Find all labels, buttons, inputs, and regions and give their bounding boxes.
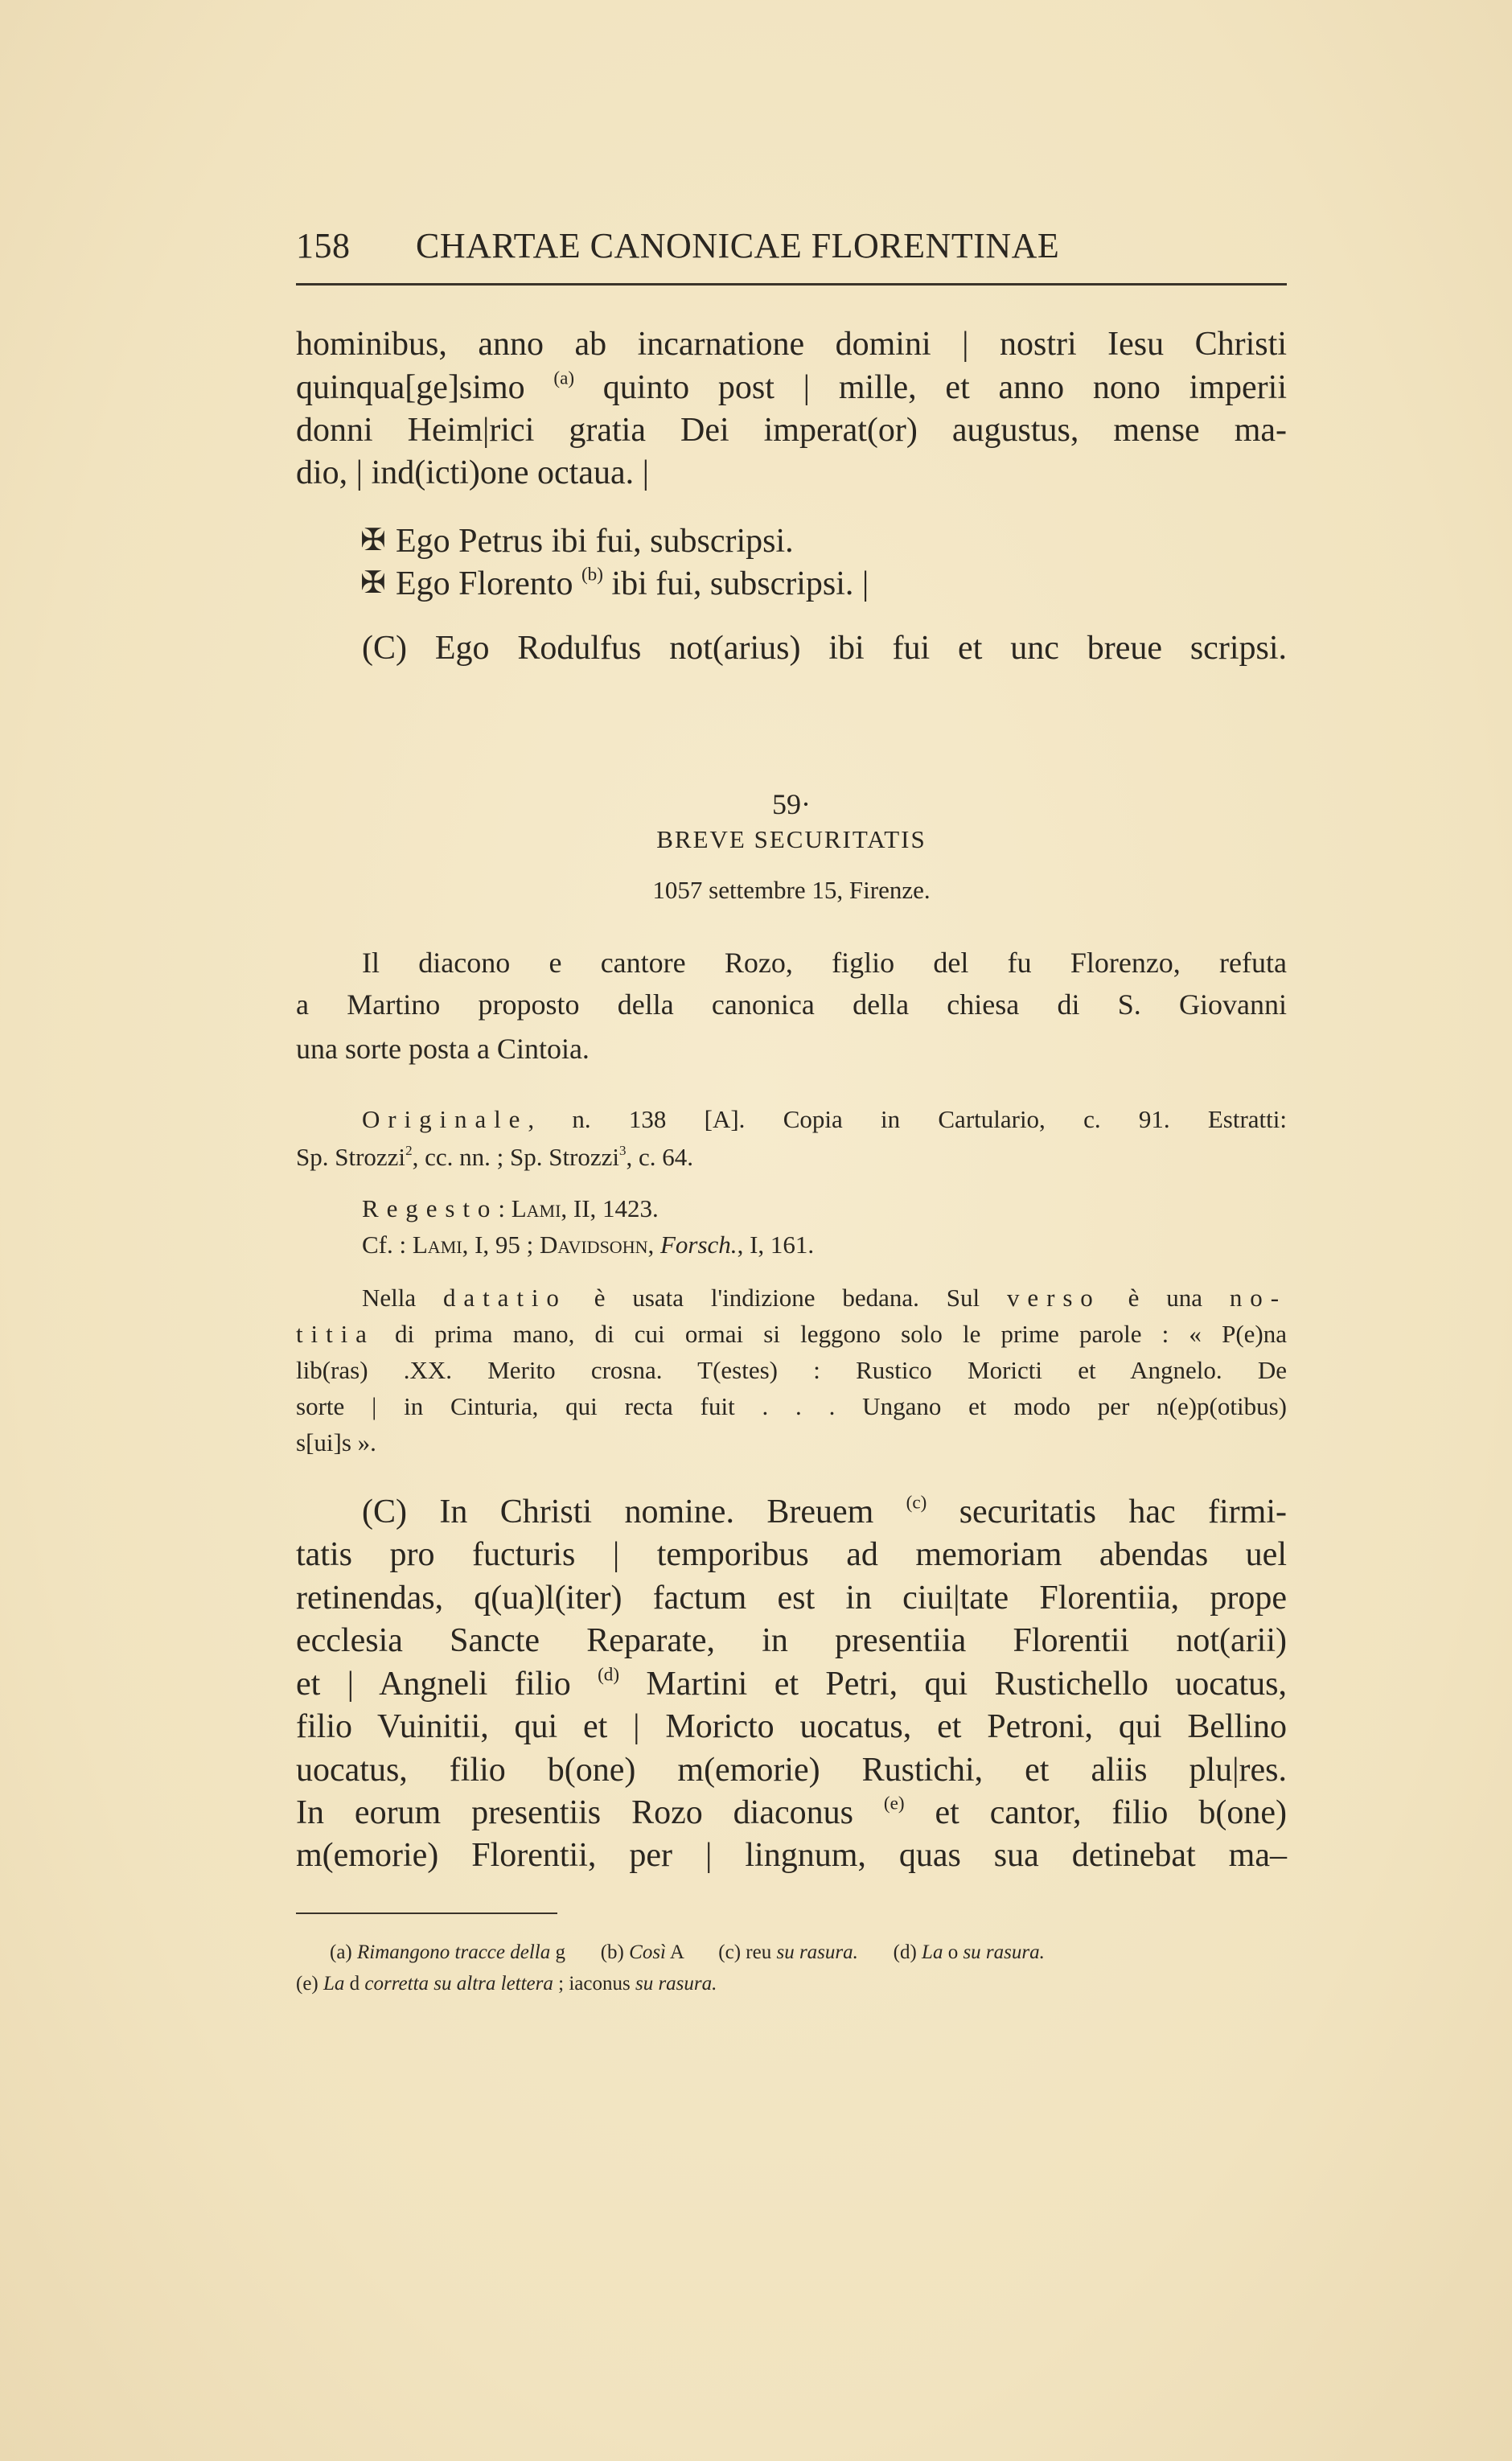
text-segment: , — [647, 1230, 660, 1259]
text-segment: Rimangono tracce della — [357, 1941, 551, 1963]
text-segment: Il diacono e cantore Rozo, figlio del fu Florenzo, refuta — [362, 947, 1287, 979]
text-segment: ; iaconus — [553, 1973, 635, 1995]
text-segment: hominibus, anno ab incarnatione domini | nostri Iesu Christi — [296, 326, 1287, 363]
text-segment: ecclesia Sancte Reparate, in presentiia Florentii not(arii) — [296, 1622, 1287, 1659]
text-segment: et cantor, filio b(one) — [904, 1794, 1287, 1831]
text-segment: (d) — [857, 1941, 922, 1963]
footnote-marker: 2 — [405, 1143, 413, 1159]
note-line — [296, 1391, 1287, 1423]
text-line — [296, 452, 1287, 494]
text-segment: uocatus, filio b(one) m(emorie) Rustichi, et aliis plu|res. — [296, 1752, 1287, 1789]
text-segment: Ego Florento — [396, 565, 581, 602]
text-segment: su rasura. — [635, 1973, 717, 1995]
text-segment: Regesto — [362, 1194, 499, 1222]
main-text-line — [296, 1706, 1287, 1748]
text-segment: di prima mano, di cui ormai si leggono solo le prime parole : « P(e)na — [374, 1320, 1287, 1348]
main-text-line — [296, 1663, 1287, 1705]
text-segment: , c. 64. — [626, 1143, 694, 1171]
note-line — [296, 1427, 1287, 1459]
subscription-line — [362, 520, 1287, 562]
text-segment: , n. 138 [A]. Copia in Cartulario, c. 91. Estratti: — [528, 1105, 1287, 1133]
text-segment: A (c) reu — [666, 1941, 777, 1963]
text-segment: s[ui]s ». — [296, 1428, 376, 1456]
text-segment: una sorte posta a Cintoia. — [296, 1033, 590, 1065]
running-header — [296, 225, 1059, 266]
text-segment: , I, 95 ; — [462, 1230, 540, 1259]
text-segment: sorte | in Cinturia, qui recta fuit . . . Ungano et modo per n(e)p(otibus) — [296, 1392, 1287, 1420]
regesto-line — [362, 1193, 1287, 1225]
text-segment: no- — [1229, 1284, 1287, 1312]
text-segment: Sp. Strozzi — [296, 1143, 406, 1171]
summary-line — [362, 945, 1287, 980]
footnote-rule — [296, 1913, 557, 1914]
text-segment: (a) — [330, 1941, 357, 1963]
note-line — [296, 1354, 1287, 1387]
sources-line — [296, 1141, 1287, 1173]
document-number: 59· — [772, 788, 811, 820]
footnote-marker: (c) — [906, 1491, 927, 1513]
text-segment: tatis pro fucturis | temporibus ad memoriam abendas uel — [296, 1536, 1287, 1573]
text-segment: è usata l'indizione bedana. Sul — [566, 1284, 1007, 1312]
main-text-line — [296, 1834, 1287, 1876]
subscription-line — [362, 627, 1287, 669]
subscription-line — [362, 563, 1287, 605]
text-segment: donni Heim|rici gratia Dei imperat(or) augustus, mense ma- — [296, 412, 1287, 449]
main-text-line — [296, 1577, 1287, 1619]
note-line — [296, 1318, 1287, 1350]
text-segment: filio Vuinitii, qui et | Moricto uocatus, et Petroni, qui Bellino — [296, 1708, 1287, 1745]
footnote-marker: 3 — [619, 1143, 627, 1159]
text-segment: ibi fui, subscripsi. | — [602, 565, 869, 602]
text-segment: Ego Petrus ibi fui, subscripsi. — [396, 523, 794, 560]
text-segment: d — [344, 1973, 365, 1995]
text-segment: La — [922, 1941, 943, 1963]
text-segment: su rasura. — [963, 1941, 1045, 1963]
text-segment: quinqua[ge]simo — [296, 369, 554, 406]
text-segment: su rasura. — [776, 1941, 858, 1963]
text-segment: (C) Ego Rodulfus not(arius) ibi fui et unc breue scripsi. — [362, 630, 1287, 667]
footnote-marker: (a) — [553, 367, 575, 388]
note-line — [362, 1282, 1287, 1314]
text-segment: datatio — [443, 1284, 567, 1312]
document-date: 1057 settembre 15, Firenze. — [652, 876, 931, 904]
sources-line — [362, 1103, 1287, 1136]
footnote-marker: (e) — [883, 1792, 905, 1814]
text-segment: Lami — [412, 1230, 462, 1259]
main-text-line — [296, 1792, 1287, 1834]
header-rule — [296, 283, 1287, 286]
text-segment: In eorum presentiis Rozo diaconus — [296, 1794, 884, 1831]
text-segment: Forsch. — [659, 1230, 738, 1259]
text-segment: , cc. nn. ; Sp. Strozzi — [412, 1143, 620, 1171]
regesto-line — [362, 1229, 1287, 1261]
text-segment: La — [323, 1973, 345, 1995]
text-segment: Martini et Petri, qui Rustichello uocatus, — [619, 1666, 1287, 1703]
text-segment: quinto post | mille, et anno nono imperii — [574, 369, 1287, 406]
cross-signum-icon — [362, 569, 386, 598]
main-text-line — [296, 1749, 1287, 1791]
text-line — [296, 409, 1287, 451]
text-segment: , I, 161. — [737, 1230, 815, 1259]
text-segment: lib(ras) .XX. Merito crosna. T(estes) : Rustico Moricti et Angnelo. De — [296, 1356, 1287, 1384]
text-segment: Nella — [362, 1284, 444, 1312]
text-line — [296, 367, 1287, 409]
main-text-line — [362, 1491, 1287, 1533]
cross-signum-icon — [362, 526, 386, 555]
text-segment: , II, 1423. — [561, 1194, 659, 1222]
text-segment: (C) In Christi nomine. Breuem — [362, 1493, 906, 1530]
text-segment: Lami — [511, 1194, 561, 1222]
text-segment: Così — [629, 1941, 666, 1963]
text-segment: dio, | ind(icti)one octaua. | — [296, 454, 650, 491]
text-segment: titia — [296, 1320, 375, 1348]
text-segment: : — [498, 1194, 512, 1222]
summary-line — [296, 1031, 1287, 1066]
running-title: CHARTAE CANONICAE FLORENTINAE — [416, 226, 1060, 265]
footnote-marker: (b) — [581, 563, 603, 585]
document-title: BREVE SECURITATIS — [656, 825, 927, 853]
main-text-line — [296, 1534, 1287, 1576]
text-segment: g (b) — [550, 1941, 630, 1963]
text-segment: verso — [1006, 1284, 1101, 1312]
text-segment: (e) — [296, 1973, 323, 1995]
footnote-line — [296, 1970, 1287, 1998]
text-segment: Cf. : — [362, 1230, 413, 1259]
text-segment: securitatis hac firmi- — [927, 1493, 1287, 1530]
main-text-line — [296, 1620, 1287, 1662]
text-segment: m(emorie) Florentii, per | lingnum, quas sua detinebat ma– — [296, 1837, 1287, 1874]
page-number: 158 — [296, 226, 351, 265]
footnote-marker: (d) — [598, 1663, 620, 1685]
text-segment: Davidsohn — [540, 1230, 648, 1259]
summary-line — [296, 987, 1287, 1022]
text-segment: et | Angneli filio — [296, 1666, 598, 1703]
text-segment: a Martino proposto della canonica della chiesa di S. Giovanni — [296, 988, 1287, 1021]
text-segment: o — [943, 1941, 963, 1963]
text-segment: Originale — [362, 1105, 528, 1133]
footnote-line — [330, 1939, 1287, 1966]
text-segment: corretta su altra lettera — [364, 1973, 553, 1995]
text-segment: è una — [1100, 1284, 1230, 1312]
text-line — [296, 323, 1287, 365]
text-segment: retinendas, q(ua)l(iter) factum est in ciui|tate Florentiia, prope — [296, 1580, 1287, 1617]
